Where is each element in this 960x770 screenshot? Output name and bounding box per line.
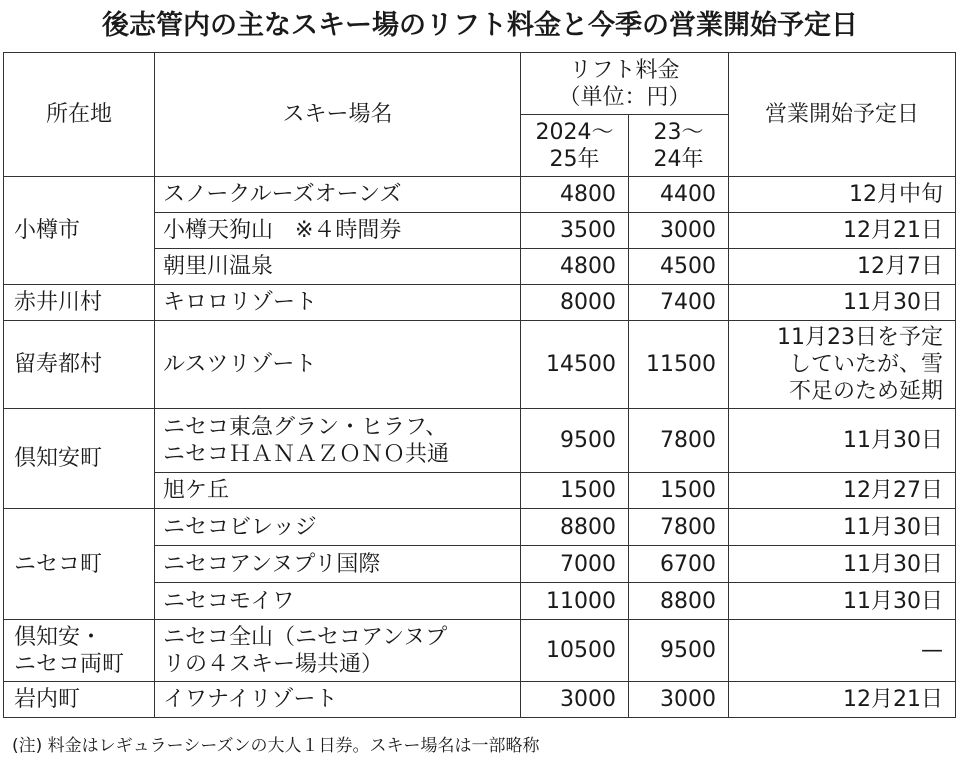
fee-2024-cell: 11000 [521,583,629,620]
resort-name-line1: ニセコ東急グラン・ヒラフ、 [163,414,448,440]
opening-date-cell: 11月30日 [729,409,956,473]
fee-2023-cell: 7800 [629,509,729,546]
fee-2024-cell: 3000 [521,682,629,718]
resort-name-cell: 朝里川温泉 [155,249,521,285]
fee-2023-cell: 4500 [629,249,729,285]
resort-name-cell: キロロリゾート [155,285,521,321]
header-season-2023-line2: 24年 [653,146,704,172]
fee-2024-cell: 4800 [521,249,629,285]
municipality-cell: ニセコ町 [4,509,155,620]
header-season-2024 [521,115,629,177]
header-row-1 [4,53,956,115]
resort-name-cell: スノークルーズオーンズ [155,177,521,213]
resort-name-cell [155,409,521,473]
lift-fee-table [3,52,956,718]
opening-date-cell [729,321,956,409]
resort-name-cell: 旭ケ丘 [155,473,521,509]
header-municipality: 所在地 [4,53,155,177]
fee-2023-cell: 3000 [629,682,729,718]
resort-name-cell: ニセコビレッジ [155,509,521,546]
fee-2023-cell: 7400 [629,285,729,321]
table-row [4,321,956,409]
fee-2024-cell: 7000 [521,546,629,583]
table-row [4,620,956,682]
fee-2023-cell: 1500 [629,473,729,509]
opening-note-line1: 11月23日を予定 [777,325,944,350]
header-lift-fee-label: リフト料金 [569,57,680,83]
table-row [4,682,956,718]
header-opening-date: 営業開始予定日 [729,53,956,177]
municipality-line1: 倶知安・ [14,624,103,650]
municipality-cell: 岩内町 [4,682,155,718]
table-title: 後志管内の主なスキー場のリフト料金と今季の営業開始予定日 [102,10,858,41]
resort-name-line2: リの４スキー場共通） [163,651,384,677]
table-row [4,409,956,473]
fee-2023-cell: 11500 [629,321,729,409]
opening-date-cell: — [729,620,956,682]
fee-2024-cell: 14500 [521,321,629,409]
opening-date-cell: 11月30日 [729,546,956,583]
resort-name-cell: イワナイリゾート [155,682,521,718]
resort-name-cell: ルスツリゾート [155,321,521,409]
municipality-cell: 倶知安町 [4,409,155,509]
fee-2024-cell: 1500 [521,473,629,509]
table-row [4,509,956,546]
header-lift-fee-unit: （単位：円） [558,84,691,110]
header-season-2024-line1: 2024～ [535,119,614,145]
opening-date-cell: 12月27日 [729,473,956,509]
table-row [4,285,956,321]
fee-2023-cell: 6700 [629,546,729,583]
opening-date-cell: 12月中旬 [729,177,956,213]
opening-date-cell: 12月7日 [729,249,956,285]
opening-note-line3: 不足のため延期 [789,379,944,404]
fee-2024-cell: 3500 [521,213,629,249]
fee-2024-cell: 10500 [521,620,629,682]
table-row [4,177,956,213]
municipality-cell: 赤井川村 [4,285,155,321]
fee-2023-cell: 9500 [629,620,729,682]
municipality-cell: 小樽市 [4,177,155,285]
opening-date-cell: 11月30日 [729,285,956,321]
municipality-cell: 留寿都村 [4,321,155,409]
fee-2023-cell: 4400 [629,177,729,213]
resort-name-cell: ニセコモイワ [155,583,521,620]
fee-2024-cell: 8800 [521,509,629,546]
header-season-2023 [629,115,729,177]
fee-2023-cell: 7800 [629,409,729,473]
header-season-2024-line2: 25年 [549,146,600,172]
fee-2023-cell: 8800 [629,583,729,620]
header-lift-fee [521,53,729,115]
fee-2023-cell: 3000 [629,213,729,249]
header-season-2023-line1: 23～ [653,119,704,145]
resort-name-cell: 小樽天狗山 ※４時間券 [155,213,521,249]
opening-note-line2: していたが、雪 [789,352,944,377]
municipality-line2: ニセコ両町 [14,651,125,677]
municipality-cell [4,620,155,682]
fee-2024-cell: 8000 [521,285,629,321]
fee-2024-cell: 4800 [521,177,629,213]
resort-name-cell [155,620,521,682]
opening-date-cell: 12月21日 [729,682,956,718]
opening-date-cell: 12月21日 [729,213,956,249]
header-resort-name: スキー場名 [155,53,521,177]
footnote: (注) 料金はレギュラーシーズンの大人１日券。スキー場名は一部略称 [12,736,540,756]
resort-name-line1: ニセコ全山（ニセコアンヌプ [163,624,448,650]
resort-name-cell: ニセコアンヌプリ国際 [155,546,521,583]
resort-name-line2: ニセコＨＡＮＡＺＯＮＯ共通 [163,441,450,467]
opening-date-cell: 11月30日 [729,583,956,620]
fee-2024-cell: 9500 [521,409,629,473]
opening-date-cell: 11月30日 [729,509,956,546]
